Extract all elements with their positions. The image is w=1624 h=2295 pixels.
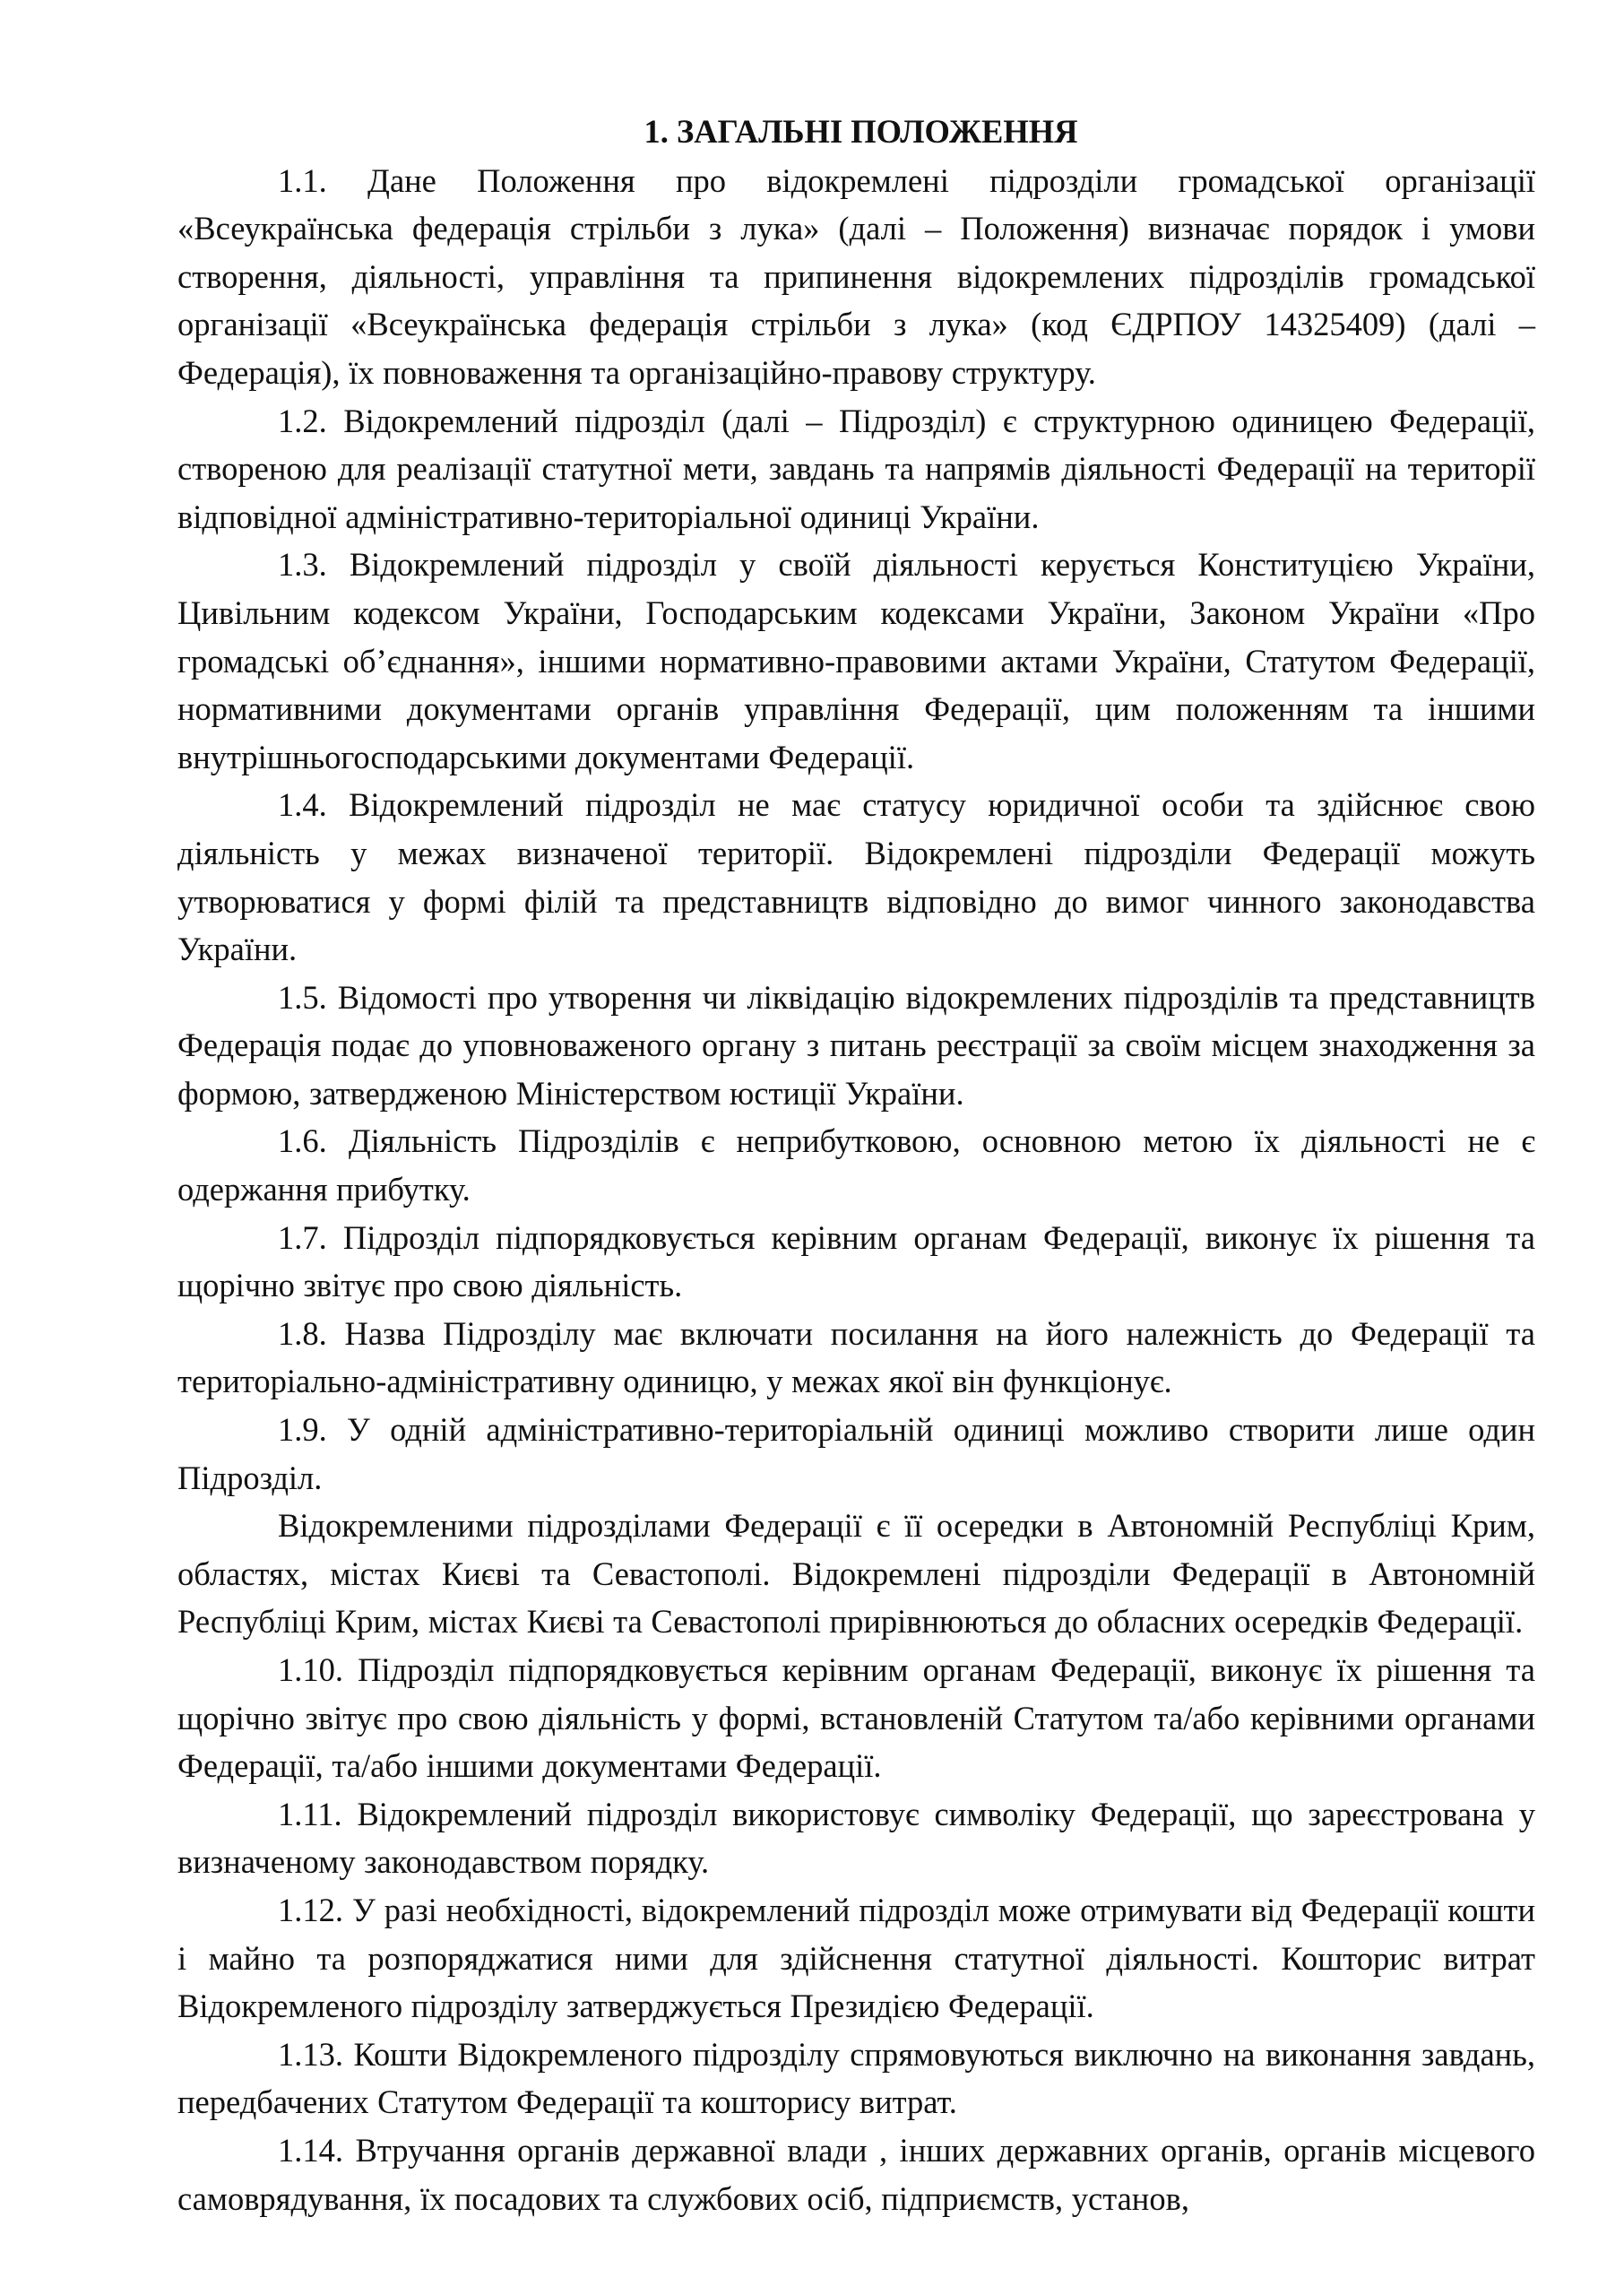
section-heading: 1. ЗАГАЛЬНІ ПОЛОЖЕННЯ xyxy=(644,113,1078,150)
paragraph-1-13: 1.13. Кошти Відокремленого підрозділу спрямовуються виключно на виконання завдань, передбачених Статутом Федерації та кошторису витрат. xyxy=(177,2035,1535,2121)
paragraph-1-5: 1.5. Відомості про утворення чи ліквідацію відокремлених підрозділів та представництв Федерація подає до уповноваженого органу з питань реєстрації за своїм місцем знаходження за формою, затвердженою Міністерством юстиції України. xyxy=(177,978,1535,1112)
paragraph-1-2: 1.2. Відокремлений підрозділ (далі – Підрозділ) є структурною одиницею Федерації, створеною для реалізації статутної мети, завдань та напрямів діяльності Федерації на території відповідної адміністративно-територіальної одиниці України. xyxy=(177,402,1535,535)
paragraph-1-4: 1.4. Відокремлений підрозділ не має статусу юридичної особи та здійснює свою діяльність у межах визначеної території. Відокремлені підрозділи Федерації можуть утворюватися у формі філій та представництв відповідно до вимог чинного законодавства України. xyxy=(177,786,1535,968)
paragraph-1-9: 1.9. У одній адміністративно-територіальній одиниці можливо створити лише один Підрозділ. xyxy=(177,1411,1535,1496)
paragraph-1-11: 1.11. Відокремлений підрозділ використовує символіку Федерації, що зареєстрована у визначеному законодавством порядку. xyxy=(177,1795,1535,1881)
paragraph-1-14: 1.14. Втручання органів державної влади , інших державних органів, органів місцевого самоврядування, їх посадових та службових осіб, підприємств, установ, xyxy=(177,2131,1535,2217)
paragraph-1-7: 1.7. Підрозділ підпорядковується керівним органам Федерації, виконує їх рішення та щорічно звітує про свою діяльність. xyxy=(177,1218,1535,1304)
paragraph-1-1: 1.1. Дане Положення про відокремлені підрозділи громадської організації «Всеукраїнська федерація стрільби з лука» (далі – Положення) визначає порядок і умови створення, діяльності, управління та припинення відокремлених підрозділів громадської організації «Всеукраїнська федерація стрільби з лука» (код ЄДРПОУ 14325409) (далі – Федерація), їх повноваження та організаційно-правову структуру. xyxy=(177,161,1535,391)
paragraph-1-12: 1.12. У разі необхідності, відокремлений підрозділ може отримувати від Федерації кошти і майно та розпоряджатися ними для здійснення статутної діяльності. Кошторис витрат Відокремленого підрозділу затверджується Президією Федерації. xyxy=(177,1891,1535,2025)
paragraph-1-8: 1.8. Назва Підрозділу має включати посилання на його належність до Федерації та територіально-адміністративну одиницю, у межах якої він функціонує. xyxy=(177,1314,1535,1400)
paragraph-1-3: 1.3. Відокремлений підрозділ у своїй діяльності керується Конституцією України, Цивільним кодексом України, Господарським кодексами України, Законом України «Про громадські об’єднання», іншими нормативно-правовими актами України, Статутом Федерації, нормативними документами органів управління Федерації, цим положенням та іншими внутрішньогосподарськими документами Федерації. xyxy=(177,546,1535,775)
paragraph-1-9-continuation: Відокремленими підрозділами Федерації є її осередки в Автономній Республіці Крим, областях, містах Києві та Севастополі. Відокремлені підрозділи Федерації в Автономній Республіці Крим, містах Києві та Севастополі прирівнюються до обласних осередків Федерації. xyxy=(177,1507,1535,1641)
paragraph-1-6: 1.6. Діяльність Підрозділів є неприбутковою, основною метою їх діяльності не є одержання прибутку. xyxy=(177,1122,1535,1208)
document-page xyxy=(177,108,1535,2222)
paragraph-1-10: 1.10. Підрозділ підпорядковується керівним органам Федерації, виконує їх рішення та щорічно звітує про свою діяльність у формі, встановленій Статутом та/або керівними органами Федерації, та/або іншими документами Федерації. xyxy=(177,1651,1535,1785)
